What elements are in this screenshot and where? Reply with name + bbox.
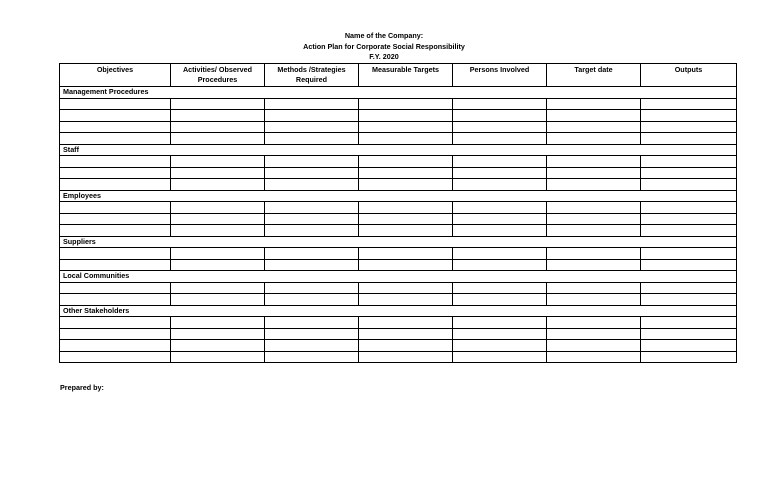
table-row: [60, 156, 737, 168]
table-cell[interactable]: [641, 202, 737, 214]
table-cell[interactable]: [265, 259, 359, 271]
table-cell[interactable]: [359, 294, 453, 306]
table-cell[interactable]: [547, 179, 641, 191]
table-cell[interactable]: [547, 259, 641, 271]
table-cell[interactable]: [171, 328, 265, 340]
section-label: Management Procedures: [60, 87, 737, 99]
table-cell[interactable]: [60, 259, 171, 271]
table-cell[interactable]: [171, 179, 265, 191]
table-cell[interactable]: [641, 294, 737, 306]
table-cell[interactable]: [453, 282, 547, 294]
table-cell[interactable]: [453, 317, 547, 329]
table-cell[interactable]: [641, 328, 737, 340]
table-row: [60, 282, 737, 294]
table-cell[interactable]: [453, 213, 547, 225]
table-cell[interactable]: [547, 328, 641, 340]
document-title-block: [0, 31, 768, 63]
section-row: [60, 144, 737, 156]
table-header-row: [60, 64, 737, 87]
table-cell[interactable]: [60, 248, 171, 260]
table-cell[interactable]: [359, 340, 453, 352]
table-cell[interactable]: [359, 202, 453, 214]
table-cell[interactable]: [547, 351, 641, 363]
table-row: [60, 259, 737, 271]
table-cell[interactable]: [359, 317, 453, 329]
table-cell[interactable]: [60, 225, 171, 237]
table-row: [60, 225, 737, 237]
table-cell[interactable]: [265, 213, 359, 225]
table-cell[interactable]: [359, 282, 453, 294]
table-cell[interactable]: [641, 167, 737, 179]
table-cell[interactable]: [265, 248, 359, 260]
table-cell[interactable]: [265, 282, 359, 294]
table-cell[interactable]: [60, 156, 171, 168]
table-cell[interactable]: [547, 317, 641, 329]
table-cell[interactable]: [547, 156, 641, 168]
table-cell[interactable]: [171, 248, 265, 260]
table-cell[interactable]: [453, 156, 547, 168]
table-cell[interactable]: [265, 351, 359, 363]
table-cell[interactable]: [453, 133, 547, 145]
table-cell[interactable]: [60, 110, 171, 122]
section-label: Suppliers: [60, 236, 737, 248]
table-cell[interactable]: [641, 121, 737, 133]
table-cell[interactable]: [641, 98, 737, 110]
table-cell[interactable]: [60, 98, 171, 110]
table-cell[interactable]: [265, 317, 359, 329]
table-cell[interactable]: [171, 110, 265, 122]
table-cell[interactable]: [453, 294, 547, 306]
table-cell[interactable]: [60, 167, 171, 179]
table-cell[interactable]: [547, 213, 641, 225]
fiscal-year-line: F.Y. 2020: [369, 52, 399, 61]
table-cell[interactable]: [60, 328, 171, 340]
table-cell[interactable]: [453, 179, 547, 191]
table-row: [60, 340, 737, 352]
table-cell[interactable]: [453, 340, 547, 352]
table-cell[interactable]: [641, 156, 737, 168]
table-cell[interactable]: [547, 133, 641, 145]
section-label: Other Stakeholders: [60, 305, 737, 317]
section-label: Staff: [60, 144, 737, 156]
column-header-methods: Methods /Strategies Required: [265, 64, 359, 87]
table-cell[interactable]: [359, 259, 453, 271]
table-cell[interactable]: [641, 340, 737, 352]
table-cell[interactable]: [359, 133, 453, 145]
table-cell[interactable]: [453, 351, 547, 363]
table-cell[interactable]: [60, 282, 171, 294]
column-header-measurable-targets: Measurable Targets: [359, 64, 453, 87]
table-cell[interactable]: [265, 328, 359, 340]
table-cell[interactable]: [641, 133, 737, 145]
table-cell[interactable]: [171, 317, 265, 329]
table-cell[interactable]: [641, 282, 737, 294]
plan-title-line: Action Plan for Corporate Social Responsibility: [303, 41, 465, 51]
table-cell[interactable]: [60, 213, 171, 225]
column-header-activities: Activities/ Observed Procedures: [171, 64, 265, 87]
table-cell[interactable]: [171, 156, 265, 168]
table-cell[interactable]: [60, 133, 171, 145]
table-cell[interactable]: [60, 202, 171, 214]
table-cell[interactable]: [171, 133, 265, 145]
table-row: [60, 179, 737, 191]
table-row: [60, 294, 737, 306]
table-cell[interactable]: [641, 179, 737, 191]
table-cell[interactable]: [359, 225, 453, 237]
table-cell[interactable]: [453, 167, 547, 179]
table-cell[interactable]: [265, 110, 359, 122]
table-row: [60, 213, 737, 225]
table-cell[interactable]: [171, 98, 265, 110]
column-header-outputs: Outputs: [641, 64, 737, 87]
table-row: [60, 202, 737, 214]
table-cell[interactable]: [359, 110, 453, 122]
table-cell[interactable]: [60, 340, 171, 352]
table-cell[interactable]: [171, 202, 265, 214]
section-label: Local Communities: [60, 271, 737, 283]
table-cell[interactable]: [359, 328, 453, 340]
table-cell[interactable]: [359, 248, 453, 260]
table-cell[interactable]: [453, 98, 547, 110]
table-cell[interactable]: [547, 110, 641, 122]
table-cell[interactable]: [171, 340, 265, 352]
table-row: [60, 328, 737, 340]
table-row: [60, 351, 737, 363]
table-cell[interactable]: [60, 294, 171, 306]
table-cell[interactable]: [547, 282, 641, 294]
table-cell[interactable]: [641, 317, 737, 329]
table-cell[interactable]: [453, 121, 547, 133]
table-cell[interactable]: [171, 294, 265, 306]
table-cell[interactable]: [359, 167, 453, 179]
table-cell[interactable]: [641, 110, 737, 122]
action-plan-table: [59, 63, 737, 363]
table-cell[interactable]: [171, 225, 265, 237]
table-cell[interactable]: [265, 133, 359, 145]
column-header-persons-involved: Persons Involved: [453, 64, 547, 87]
section-label: Employees: [60, 190, 737, 202]
table-cell[interactable]: [359, 179, 453, 191]
section-row: [60, 87, 737, 99]
table-cell[interactable]: [547, 121, 641, 133]
table-row: [60, 110, 737, 122]
table-cell[interactable]: [171, 213, 265, 225]
table-body: [60, 87, 737, 363]
table-cell[interactable]: [359, 351, 453, 363]
table-cell[interactable]: [453, 110, 547, 122]
table-cell[interactable]: [60, 121, 171, 133]
table-cell[interactable]: [60, 179, 171, 191]
table-cell[interactable]: [60, 351, 171, 363]
table-cell[interactable]: [641, 225, 737, 237]
table-cell[interactable]: [265, 179, 359, 191]
table-row: [60, 248, 737, 260]
table-cell[interactable]: [60, 317, 171, 329]
company-name-line: Name of the Company:: [344, 31, 424, 40]
table-cell[interactable]: [547, 225, 641, 237]
table-cell[interactable]: [547, 202, 641, 214]
table-row: [60, 98, 737, 110]
table-cell[interactable]: [453, 225, 547, 237]
table-cell[interactable]: [547, 248, 641, 260]
table-cell[interactable]: [265, 121, 359, 133]
table-cell[interactable]: [171, 167, 265, 179]
table-cell[interactable]: [171, 121, 265, 133]
table-row: [60, 317, 737, 329]
table-cell[interactable]: [453, 248, 547, 260]
section-row: [60, 271, 737, 283]
table-row: [60, 167, 737, 179]
table-cell[interactable]: [359, 98, 453, 110]
table-cell[interactable]: [265, 156, 359, 168]
table-cell[interactable]: [547, 294, 641, 306]
table-cell[interactable]: [265, 202, 359, 214]
column-header-target-date: Target date: [547, 64, 641, 87]
table-cell[interactable]: [453, 328, 547, 340]
table-cell[interactable]: [265, 167, 359, 179]
table-cell[interactable]: [265, 294, 359, 306]
table-cell[interactable]: [547, 98, 641, 110]
table-cell[interactable]: [265, 225, 359, 237]
table-cell[interactable]: [265, 98, 359, 110]
column-header-objectives: Objectives: [60, 64, 171, 87]
table-cell[interactable]: [359, 156, 453, 168]
table-cell[interactable]: [171, 259, 265, 271]
table-cell[interactable]: [359, 213, 453, 225]
table-cell[interactable]: [265, 340, 359, 352]
section-row: [60, 190, 737, 202]
table-cell[interactable]: [171, 282, 265, 294]
table-row: [60, 133, 737, 145]
section-row: [60, 236, 737, 248]
table-cell[interactable]: [453, 202, 547, 214]
table-cell[interactable]: [641, 259, 737, 271]
table-cell[interactable]: [641, 213, 737, 225]
table-cell[interactable]: [171, 351, 265, 363]
table-cell[interactable]: [547, 167, 641, 179]
table-cell[interactable]: [453, 259, 547, 271]
table-cell[interactable]: [641, 248, 737, 260]
table-cell[interactable]: [359, 121, 453, 133]
table-cell[interactable]: [547, 340, 641, 352]
table-cell[interactable]: [641, 351, 737, 363]
prepared-by-label: Prepared by:: [60, 383, 104, 392]
table-row: [60, 121, 737, 133]
section-row: [60, 305, 737, 317]
